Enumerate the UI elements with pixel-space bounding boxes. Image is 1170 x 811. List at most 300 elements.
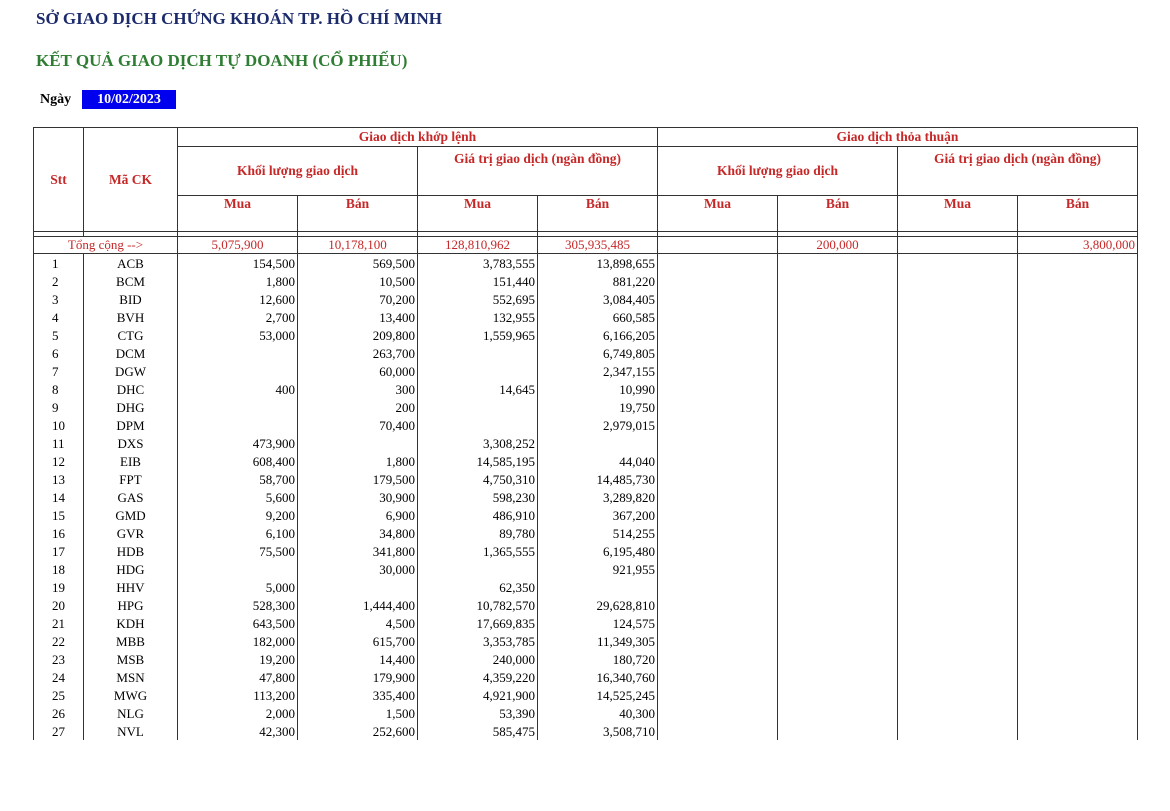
table-row (34, 452, 1138, 470)
cell-thoa-gt-sell (1018, 704, 1138, 722)
table-row (34, 632, 1138, 650)
cell-thoa-kl-buy (658, 722, 778, 740)
cell-khop-kl-buy: 473,900 (178, 434, 298, 452)
cell-thoa-gt-buy (898, 254, 1018, 273)
header-ma-ck: Mã CK (84, 128, 178, 232)
cell-thoa-gt-sell (1018, 452, 1138, 470)
table-row (34, 650, 1138, 668)
cell-ticker: EIB (84, 452, 178, 470)
cell-khop-gt-buy: 4,359,220 (418, 668, 538, 686)
cell-ticker: BCM (84, 272, 178, 290)
cell-khop-kl-buy: 528,300 (178, 596, 298, 614)
cell-thoa-kl-buy (658, 434, 778, 452)
cell-ticker: HHV (84, 578, 178, 596)
cell-thoa-kl-buy (658, 596, 778, 614)
cell-thoa-gt-sell (1018, 560, 1138, 578)
cell-khop-kl-sell: 1,800 (298, 452, 418, 470)
cell-thoa-kl-sell (778, 344, 898, 362)
cell-ticker: NVL (84, 722, 178, 740)
cell-stt: 8 (34, 380, 84, 398)
cell-stt: 23 (34, 650, 84, 668)
cell-khop-gt-buy: 1,559,965 (418, 326, 538, 344)
cell-thoa-kl-buy (658, 308, 778, 326)
cell-thoa-kl-sell (778, 416, 898, 434)
cell-thoa-kl-sell (778, 596, 898, 614)
table-row (34, 416, 1138, 434)
cell-thoa-gt-buy (898, 452, 1018, 470)
header-thoa-gt-buy: Mua (898, 196, 1018, 232)
cell-khop-kl-buy: 12,600 (178, 290, 298, 308)
cell-khop-kl-buy: 400 (178, 380, 298, 398)
cell-thoa-kl-sell (778, 524, 898, 542)
cell-thoa-kl-buy (658, 452, 778, 470)
table-row (34, 380, 1138, 398)
cell-khop-gt-buy: 132,955 (418, 308, 538, 326)
cell-khop-kl-sell: 200 (298, 398, 418, 416)
cell-khop-kl-buy: 75,500 (178, 542, 298, 560)
cell-khop-kl-sell: 30,000 (298, 560, 418, 578)
cell-ticker: MWG (84, 686, 178, 704)
cell-stt: 3 (34, 290, 84, 308)
cell-khop-gt-buy: 3,353,785 (418, 632, 538, 650)
cell-ticker: DGW (84, 362, 178, 380)
cell-khop-gt-buy: 3,308,252 (418, 434, 538, 452)
cell-stt: 25 (34, 686, 84, 704)
header-thoa-kl-sell: Bán (778, 196, 898, 232)
cell-stt: 14 (34, 488, 84, 506)
table-row (34, 506, 1138, 524)
cell-thoa-gt-buy (898, 506, 1018, 524)
cell-khop-kl-sell: 179,900 (298, 668, 418, 686)
cell-khop-gt-sell: 660,585 (538, 308, 658, 326)
cell-thoa-gt-buy (898, 344, 1018, 362)
cell-khop-kl-sell: 179,500 (298, 470, 418, 488)
cell-khop-kl-buy: 19,200 (178, 650, 298, 668)
cell-thoa-kl-sell (778, 470, 898, 488)
cell-stt: 26 (34, 704, 84, 722)
cell-thoa-kl-sell (778, 722, 898, 740)
cell-stt: 18 (34, 560, 84, 578)
cell-thoa-gt-sell (1018, 614, 1138, 632)
cell-ticker: DPM (84, 416, 178, 434)
cell-khop-gt-buy: 53,390 (418, 704, 538, 722)
cell-thoa-gt-sell (1018, 290, 1138, 308)
table-row (34, 722, 1138, 740)
cell-khop-kl-buy: 9,200 (178, 506, 298, 524)
cell-khop-gt-buy: 598,230 (418, 488, 538, 506)
cell-khop-kl-buy (178, 560, 298, 578)
cell-khop-gt-sell: 16,340,760 (538, 668, 658, 686)
cell-thoa-kl-sell (778, 254, 898, 273)
cell-thoa-kl-sell (778, 632, 898, 650)
cell-khop-gt-sell: 11,349,305 (538, 632, 658, 650)
cell-stt: 2 (34, 272, 84, 290)
cell-khop-gt-buy (418, 560, 538, 578)
cell-khop-gt-sell: 10,990 (538, 380, 658, 398)
cell-stt: 7 (34, 362, 84, 380)
cell-stt: 11 (34, 434, 84, 452)
cell-thoa-kl-sell (778, 578, 898, 596)
cell-thoa-gt-buy (898, 362, 1018, 380)
cell-thoa-kl-sell (778, 560, 898, 578)
cell-ticker: HPG (84, 596, 178, 614)
cell-thoa-kl-buy (658, 254, 778, 273)
cell-khop-kl-buy: 182,000 (178, 632, 298, 650)
cell-khop-gt-buy: 3,783,555 (418, 254, 538, 273)
cell-thoa-gt-buy (898, 614, 1018, 632)
cell-stt: 15 (34, 506, 84, 524)
table-row (34, 560, 1138, 578)
cell-ticker: GMD (84, 506, 178, 524)
cell-stt: 6 (34, 344, 84, 362)
table-row (34, 362, 1138, 380)
cell-stt: 27 (34, 722, 84, 740)
cell-thoa-kl-sell (778, 434, 898, 452)
cell-khop-kl-sell: 209,800 (298, 326, 418, 344)
table-row (34, 668, 1138, 686)
cell-stt: 9 (34, 398, 84, 416)
cell-khop-gt-buy: 240,000 (418, 650, 538, 668)
cell-thoa-kl-sell (778, 326, 898, 344)
cell-thoa-gt-sell (1018, 596, 1138, 614)
cell-thoa-gt-buy (898, 326, 1018, 344)
cell-khop-kl-sell (298, 434, 418, 452)
header-khop-gt-sell: Bán (538, 196, 658, 232)
cell-khop-kl-buy (178, 344, 298, 362)
cell-thoa-kl-buy (658, 632, 778, 650)
cell-khop-kl-sell: 6,900 (298, 506, 418, 524)
cell-khop-gt-sell: 40,300 (538, 704, 658, 722)
cell-thoa-kl-sell (778, 488, 898, 506)
cell-khop-gt-sell (538, 578, 658, 596)
cell-thoa-gt-sell (1018, 488, 1138, 506)
header-khop-gt: Giá trị giao dịch (ngàn đồng) (418, 147, 658, 196)
cell-khop-kl-sell: 13,400 (298, 308, 418, 326)
cell-khop-kl-sell (298, 578, 418, 596)
cell-khop-kl-buy: 113,200 (178, 686, 298, 704)
total-thoa-gt-sell: 3,800,000 (1018, 237, 1138, 254)
cell-khop-kl-buy: 5,600 (178, 488, 298, 506)
table-row (34, 686, 1138, 704)
cell-thoa-gt-buy (898, 542, 1018, 560)
cell-thoa-kl-buy (658, 416, 778, 434)
total-thoa-kl-sell: 200,000 (778, 237, 898, 254)
cell-thoa-gt-buy (898, 308, 1018, 326)
cell-khop-gt-buy: 17,669,835 (418, 614, 538, 632)
cell-thoa-kl-buy (658, 614, 778, 632)
cell-ticker: MSN (84, 668, 178, 686)
header-thoa-kl-buy: Mua (658, 196, 778, 232)
cell-thoa-gt-buy (898, 650, 1018, 668)
cell-khop-kl-buy: 2,700 (178, 308, 298, 326)
cell-thoa-kl-buy (658, 272, 778, 290)
cell-thoa-gt-sell (1018, 668, 1138, 686)
cell-thoa-kl-sell (778, 290, 898, 308)
cell-khop-gt-sell: 6,166,205 (538, 326, 658, 344)
cell-khop-kl-sell: 70,400 (298, 416, 418, 434)
cell-thoa-kl-buy (658, 578, 778, 596)
cell-ticker: BVH (84, 308, 178, 326)
cell-ticker: MSB (84, 650, 178, 668)
header-group-thoa: Giao dịch thỏa thuận (658, 128, 1138, 147)
table-row (34, 398, 1138, 416)
cell-khop-kl-buy (178, 362, 298, 380)
cell-stt: 19 (34, 578, 84, 596)
cell-ticker: HDG (84, 560, 178, 578)
cell-thoa-kl-buy (658, 506, 778, 524)
table-row (34, 542, 1138, 560)
cell-khop-gt-sell: 367,200 (538, 506, 658, 524)
table-row (34, 704, 1138, 722)
cell-thoa-gt-sell (1018, 686, 1138, 704)
cell-thoa-kl-buy (658, 686, 778, 704)
cell-thoa-kl-buy (658, 668, 778, 686)
total-label: Tổng cộng --> (34, 237, 178, 254)
cell-khop-kl-sell: 252,600 (298, 722, 418, 740)
table-row (34, 326, 1138, 344)
cell-thoa-gt-sell (1018, 650, 1138, 668)
cell-khop-kl-sell: 1,500 (298, 704, 418, 722)
date-label: Ngày (40, 92, 72, 107)
cell-khop-kl-sell: 263,700 (298, 344, 418, 362)
total-thoa-gt-buy (898, 237, 1018, 254)
cell-thoa-kl-sell (778, 542, 898, 560)
total-khop-kl-buy: 5,075,900 (178, 237, 298, 254)
cell-khop-gt-buy: 10,782,570 (418, 596, 538, 614)
cell-thoa-kl-buy (658, 362, 778, 380)
header-khop-kl-buy: Mua (178, 196, 298, 232)
header-group-khop: Giao dịch khớp lệnh (178, 128, 658, 147)
cell-ticker: NLG (84, 704, 178, 722)
table-row (34, 272, 1138, 290)
header-stt: Stt (34, 128, 84, 232)
cell-khop-gt-buy: 1,365,555 (418, 542, 538, 560)
cell-khop-gt-sell: 14,485,730 (538, 470, 658, 488)
cell-ticker: GAS (84, 488, 178, 506)
cell-khop-kl-buy: 53,000 (178, 326, 298, 344)
cell-thoa-kl-buy (658, 470, 778, 488)
exchange-title: SỞ GIAO DỊCH CHỨNG KHOÁN TP. HỒ CHÍ MINH (36, 9, 442, 28)
cell-thoa-gt-buy (898, 524, 1018, 542)
cell-khop-gt-buy (418, 398, 538, 416)
cell-khop-kl-sell: 34,800 (298, 524, 418, 542)
cell-khop-kl-buy: 1,800 (178, 272, 298, 290)
table-row (34, 578, 1138, 596)
cell-stt: 16 (34, 524, 84, 542)
cell-thoa-gt-buy (898, 722, 1018, 740)
table-row (34, 488, 1138, 506)
cell-thoa-gt-buy (898, 632, 1018, 650)
total-khop-gt-sell: 305,935,485 (538, 237, 658, 254)
cell-thoa-gt-buy (898, 416, 1018, 434)
cell-khop-gt-sell: 6,749,805 (538, 344, 658, 362)
cell-khop-kl-sell: 300 (298, 380, 418, 398)
cell-stt: 24 (34, 668, 84, 686)
cell-thoa-kl-buy (658, 524, 778, 542)
cell-thoa-gt-buy (898, 290, 1018, 308)
cell-khop-kl-sell: 341,800 (298, 542, 418, 560)
cell-thoa-gt-sell (1018, 632, 1138, 650)
cell-khop-kl-sell: 30,900 (298, 488, 418, 506)
header-thoa-gt-sell: Bán (1018, 196, 1138, 232)
cell-khop-gt-sell: 3,508,710 (538, 722, 658, 740)
total-khop-kl-sell: 10,178,100 (298, 237, 418, 254)
cell-khop-gt-buy: 4,750,310 (418, 470, 538, 488)
cell-khop-gt-sell (538, 434, 658, 452)
cell-stt: 13 (34, 470, 84, 488)
cell-khop-kl-buy: 58,700 (178, 470, 298, 488)
cell-thoa-kl-sell (778, 272, 898, 290)
cell-khop-gt-sell: 13,898,655 (538, 254, 658, 273)
trading-table (33, 127, 1138, 740)
cell-thoa-gt-sell (1018, 308, 1138, 326)
total-khop-gt-buy: 128,810,962 (418, 237, 538, 254)
table-row (34, 308, 1138, 326)
cell-khop-gt-buy: 151,440 (418, 272, 538, 290)
cell-khop-kl-sell: 10,500 (298, 272, 418, 290)
table-row (34, 524, 1138, 542)
table-row (34, 470, 1138, 488)
cell-khop-kl-sell: 60,000 (298, 362, 418, 380)
cell-khop-kl-sell: 615,700 (298, 632, 418, 650)
table-row (34, 344, 1138, 362)
cell-thoa-gt-buy (898, 578, 1018, 596)
cell-khop-gt-sell: 881,220 (538, 272, 658, 290)
cell-ticker: ACB (84, 254, 178, 273)
cell-ticker: GVR (84, 524, 178, 542)
cell-ticker: BID (84, 290, 178, 308)
cell-thoa-kl-sell (778, 614, 898, 632)
cell-khop-kl-sell: 70,200 (298, 290, 418, 308)
cell-khop-gt-sell: 180,720 (538, 650, 658, 668)
cell-khop-gt-sell: 2,347,155 (538, 362, 658, 380)
table-row (34, 434, 1138, 452)
cell-khop-gt-sell: 14,525,245 (538, 686, 658, 704)
cell-khop-gt-sell: 514,255 (538, 524, 658, 542)
cell-thoa-gt-buy (898, 704, 1018, 722)
cell-khop-gt-sell: 6,195,480 (538, 542, 658, 560)
cell-khop-kl-sell: 4,500 (298, 614, 418, 632)
cell-thoa-gt-buy (898, 560, 1018, 578)
cell-khop-gt-buy: 14,645 (418, 380, 538, 398)
table-row (34, 614, 1138, 632)
table-row (34, 596, 1138, 614)
cell-thoa-kl-buy (658, 488, 778, 506)
cell-thoa-kl-buy (658, 326, 778, 344)
cell-thoa-kl-buy (658, 344, 778, 362)
cell-thoa-kl-buy (658, 290, 778, 308)
cell-thoa-kl-sell (778, 704, 898, 722)
cell-khop-kl-buy: 47,800 (178, 668, 298, 686)
cell-khop-kl-buy (178, 398, 298, 416)
cell-thoa-gt-buy (898, 272, 1018, 290)
cell-ticker: CTG (84, 326, 178, 344)
cell-thoa-gt-sell (1018, 398, 1138, 416)
cell-thoa-gt-buy (898, 686, 1018, 704)
cell-khop-kl-sell: 1,444,400 (298, 596, 418, 614)
header-thoa-kl: Khối lượng giao dịch (658, 147, 898, 196)
cell-thoa-gt-buy (898, 434, 1018, 452)
cell-thoa-kl-sell (778, 668, 898, 686)
cell-ticker: DHC (84, 380, 178, 398)
cell-thoa-gt-sell (1018, 524, 1138, 542)
cell-ticker: DXS (84, 434, 178, 452)
cell-thoa-kl-sell (778, 380, 898, 398)
cell-stt: 4 (34, 308, 84, 326)
cell-stt: 21 (34, 614, 84, 632)
cell-khop-gt-buy: 14,585,195 (418, 452, 538, 470)
cell-khop-gt-sell: 3,084,405 (538, 290, 658, 308)
cell-ticker: FPT (84, 470, 178, 488)
cell-khop-gt-buy (418, 416, 538, 434)
cell-stt: 17 (34, 542, 84, 560)
cell-ticker: DCM (84, 344, 178, 362)
cell-khop-gt-sell: 44,040 (538, 452, 658, 470)
cell-khop-gt-buy (418, 362, 538, 380)
cell-khop-kl-buy: 608,400 (178, 452, 298, 470)
cell-thoa-gt-sell (1018, 272, 1138, 290)
header-khop-kl-sell: Bán (298, 196, 418, 232)
cell-khop-gt-sell: 124,575 (538, 614, 658, 632)
cell-khop-gt-buy (418, 344, 538, 362)
cell-thoa-kl-sell (778, 308, 898, 326)
cell-thoa-gt-sell (1018, 542, 1138, 560)
cell-khop-gt-sell: 29,628,810 (538, 596, 658, 614)
cell-khop-kl-buy: 42,300 (178, 722, 298, 740)
cell-khop-kl-sell: 14,400 (298, 650, 418, 668)
header-khop-gt-buy: Mua (418, 196, 538, 232)
cell-stt: 22 (34, 632, 84, 650)
cell-khop-kl-buy: 5,000 (178, 578, 298, 596)
cell-ticker: KDH (84, 614, 178, 632)
cell-khop-gt-buy: 62,350 (418, 578, 538, 596)
cell-thoa-kl-buy (658, 398, 778, 416)
header-thoa-gt: Giá trị giao dịch (ngàn đồng) (898, 147, 1138, 196)
cell-khop-kl-buy: 643,500 (178, 614, 298, 632)
total-thoa-kl-buy (658, 237, 778, 254)
cell-khop-gt-buy: 4,921,900 (418, 686, 538, 704)
cell-thoa-gt-buy (898, 380, 1018, 398)
date-value: 10/02/2023 (82, 90, 176, 109)
cell-thoa-gt-sell (1018, 362, 1138, 380)
cell-thoa-gt-buy (898, 668, 1018, 686)
cell-thoa-gt-sell (1018, 506, 1138, 524)
cell-khop-kl-buy: 154,500 (178, 254, 298, 273)
cell-stt: 1 (34, 254, 84, 273)
cell-thoa-kl-sell (778, 398, 898, 416)
cell-ticker: DHG (84, 398, 178, 416)
cell-stt: 20 (34, 596, 84, 614)
cell-thoa-kl-buy (658, 560, 778, 578)
total-row (34, 237, 1138, 254)
cell-thoa-gt-sell (1018, 380, 1138, 398)
cell-khop-kl-buy: 2,000 (178, 704, 298, 722)
report-title: KẾT QUẢ GIAO DỊCH TỰ DOANH (CỔ PHIẾU) (36, 51, 408, 70)
cell-stt: 10 (34, 416, 84, 434)
cell-khop-kl-sell: 335,400 (298, 686, 418, 704)
cell-khop-kl-buy (178, 416, 298, 434)
cell-ticker: MBB (84, 632, 178, 650)
cell-thoa-gt-buy (898, 488, 1018, 506)
cell-khop-gt-buy: 585,475 (418, 722, 538, 740)
cell-thoa-gt-buy (898, 398, 1018, 416)
cell-ticker: HDB (84, 542, 178, 560)
cell-thoa-gt-sell (1018, 578, 1138, 596)
cell-thoa-kl-buy (658, 380, 778, 398)
cell-thoa-gt-sell (1018, 434, 1138, 452)
cell-khop-gt-sell: 2,979,015 (538, 416, 658, 434)
cell-thoa-kl-sell (778, 650, 898, 668)
